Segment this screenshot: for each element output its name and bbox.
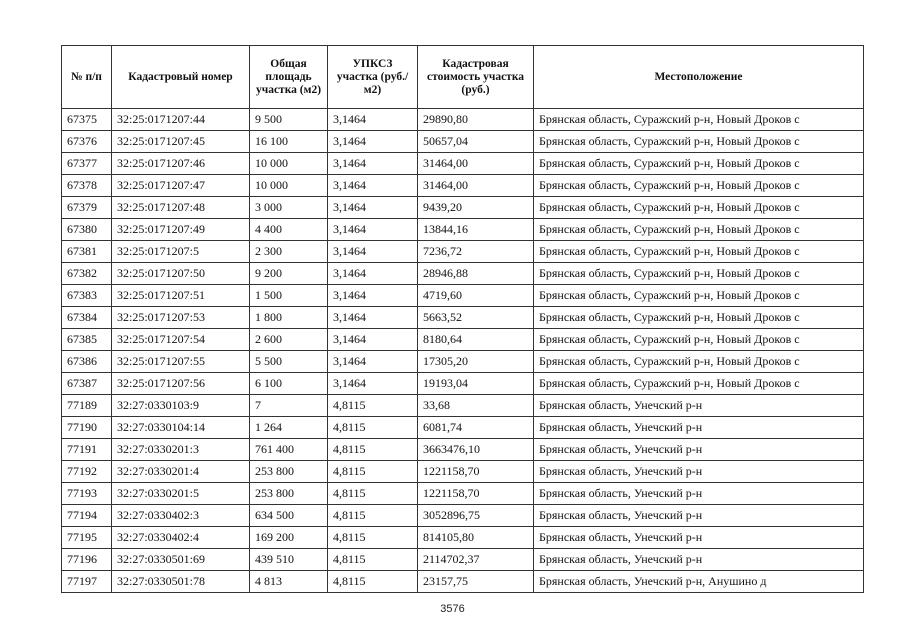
cell-upksz: 4,8115 xyxy=(328,461,418,483)
table-row xyxy=(62,131,864,153)
cell-location: Брянская область, Унечский р-н xyxy=(534,527,864,549)
cell-num: 77194 xyxy=(62,505,112,527)
cell-cadastral-value: 4719,60 xyxy=(418,285,534,307)
cell-location: Брянская область, Суражский р-н, Новый Дроков с xyxy=(534,351,864,373)
cell-num: 67387 xyxy=(62,373,112,395)
cell-area: 1 800 xyxy=(250,307,328,329)
cell-cadastral-value: 9439,20 xyxy=(418,197,534,219)
cell-cadastral-number: 32:25:0171207:5 xyxy=(112,241,250,263)
cell-upksz: 4,8115 xyxy=(328,505,418,527)
cell-cadastral-value: 3663476,10 xyxy=(418,439,534,461)
table-row xyxy=(62,351,864,373)
cell-cadastral-number: 32:25:0171207:46 xyxy=(112,153,250,175)
cell-area: 1 500 xyxy=(250,285,328,307)
cell-cadastral-value: 3052896,75 xyxy=(418,505,534,527)
cell-location: Брянская область, Суражский р-н, Новый Дроков с xyxy=(534,109,864,131)
cell-area: 9 200 xyxy=(250,263,328,285)
cell-cadastral-number: 32:25:0171207:54 xyxy=(112,329,250,351)
cell-cadastral-number: 32:25:0171207:44 xyxy=(112,109,250,131)
cell-cadastral-number: 32:27:0330104:14 xyxy=(112,417,250,439)
cell-cadastral-number: 32:25:0171207:51 xyxy=(112,285,250,307)
cell-cadastral-number: 32:27:0330201:3 xyxy=(112,439,250,461)
cell-cadastral-value: 8180,64 xyxy=(418,329,534,351)
cell-location: Брянская область, Унечский р-н xyxy=(534,417,864,439)
cell-area: 761 400 xyxy=(250,439,328,461)
table-header-row xyxy=(62,46,864,109)
cell-cadastral-value: 1221158,70 xyxy=(418,483,534,505)
table-row xyxy=(62,285,864,307)
cell-location: Брянская область, Унечский р-н xyxy=(534,395,864,417)
cell-upksz: 3,1464 xyxy=(328,241,418,263)
cell-cadastral-value: 31464,00 xyxy=(418,175,534,197)
cell-cadastral-value: 29890,80 xyxy=(418,109,534,131)
cell-num: 67383 xyxy=(62,285,112,307)
cell-cadastral-number: 32:27:0330501:69 xyxy=(112,549,250,571)
cell-cadastral-number: 32:27:0330103:9 xyxy=(112,395,250,417)
cell-cadastral-value: 5663,52 xyxy=(418,307,534,329)
cell-area: 5 500 xyxy=(250,351,328,373)
table-row xyxy=(62,153,864,175)
header-location: Местоположение xyxy=(534,46,864,109)
cell-upksz: 4,8115 xyxy=(328,571,418,593)
cell-upksz: 3,1464 xyxy=(328,219,418,241)
cell-upksz: 4,8115 xyxy=(328,439,418,461)
table-row xyxy=(62,241,864,263)
table-row xyxy=(62,197,864,219)
cell-cadastral-value: 50657,04 xyxy=(418,131,534,153)
cell-num: 77196 xyxy=(62,549,112,571)
cell-location: Брянская область, Суражский р-н, Новый Дроков с xyxy=(534,285,864,307)
cell-upksz: 4,8115 xyxy=(328,483,418,505)
cell-cadastral-number: 32:25:0171207:56 xyxy=(112,373,250,395)
cell-cadastral-number: 32:25:0171207:50 xyxy=(112,263,250,285)
cell-upksz: 3,1464 xyxy=(328,285,418,307)
header-area: Общая площадь участка (м2) xyxy=(250,46,328,109)
page-number: 3576 xyxy=(440,603,465,615)
cell-location: Брянская область, Суражский р-н, Новый Дроков с xyxy=(534,197,864,219)
cell-upksz: 4,8115 xyxy=(328,527,418,549)
header-num: № п/п xyxy=(62,46,112,109)
table-row xyxy=(62,483,864,505)
cell-cadastral-number: 32:25:0171207:48 xyxy=(112,197,250,219)
cell-num: 67378 xyxy=(62,175,112,197)
table-row xyxy=(62,439,864,461)
cell-num: 67377 xyxy=(62,153,112,175)
cell-location: Брянская область, Суражский р-н, Новый Дроков с xyxy=(534,373,864,395)
cell-cadastral-value: 31464,00 xyxy=(418,153,534,175)
cell-cadastral-value: 28946,88 xyxy=(418,263,534,285)
table-row xyxy=(62,461,864,483)
table-row xyxy=(62,417,864,439)
cell-cadastral-value: 814105,80 xyxy=(418,527,534,549)
table-row xyxy=(62,505,864,527)
cell-area: 7 xyxy=(250,395,328,417)
cell-num: 67386 xyxy=(62,351,112,373)
table-row xyxy=(62,175,864,197)
cell-upksz: 3,1464 xyxy=(328,373,418,395)
cell-num: 67375 xyxy=(62,109,112,131)
cell-upksz: 3,1464 xyxy=(328,263,418,285)
cell-area: 3 000 xyxy=(250,197,328,219)
cell-num: 67381 xyxy=(62,241,112,263)
cell-upksz: 4,8115 xyxy=(328,395,418,417)
cell-area: 16 100 xyxy=(250,131,328,153)
cell-upksz: 3,1464 xyxy=(328,329,418,351)
cell-location: Брянская область, Унечский р-н xyxy=(534,439,864,461)
cell-location: Брянская область, Унечский р-н, Анушино д xyxy=(534,571,864,593)
cell-cadastral-number: 32:25:0171207:49 xyxy=(112,219,250,241)
cell-location: Брянская область, Суражский р-н, Новый Дроков с xyxy=(534,329,864,351)
header-cadastral-value: Кадастровая стоимость участка (руб.) xyxy=(418,46,534,109)
cell-area: 253 800 xyxy=(250,461,328,483)
table-row xyxy=(62,571,864,593)
cell-upksz: 3,1464 xyxy=(328,153,418,175)
cell-num: 67379 xyxy=(62,197,112,219)
table-row xyxy=(62,109,864,131)
cell-cadastral-value: 23157,75 xyxy=(418,571,534,593)
cell-num: 67376 xyxy=(62,131,112,153)
cell-location: Брянская область, Унечский р-н xyxy=(534,483,864,505)
cell-cadastral-value: 6081,74 xyxy=(418,417,534,439)
cell-cadastral-value: 1221158,70 xyxy=(418,461,534,483)
cell-location: Брянская область, Суражский р-н, Новый Дроков с xyxy=(534,263,864,285)
cell-num: 67384 xyxy=(62,307,112,329)
cell-cadastral-number: 32:25:0171207:45 xyxy=(112,131,250,153)
table-row xyxy=(62,549,864,571)
cell-location: Брянская область, Унечский р-н xyxy=(534,549,864,571)
table-row xyxy=(62,219,864,241)
cell-cadastral-value: 33,68 xyxy=(418,395,534,417)
cell-location: Брянская область, Суражский р-н, Новый Дроков с xyxy=(534,131,864,153)
cell-location: Брянская область, Унечский р-н xyxy=(534,461,864,483)
table-row xyxy=(62,307,864,329)
cell-cadastral-number: 32:25:0171207:47 xyxy=(112,175,250,197)
cell-area: 2 600 xyxy=(250,329,328,351)
cell-area: 2 300 xyxy=(250,241,328,263)
cell-area: 6 100 xyxy=(250,373,328,395)
cell-cadastral-number: 32:25:0171207:53 xyxy=(112,307,250,329)
cell-area: 10 000 xyxy=(250,175,328,197)
cell-cadastral-value: 13844,16 xyxy=(418,219,534,241)
header-upksz: УПКСЗ участка (руб./м2) xyxy=(328,46,418,109)
cell-cadastral-value: 7236,72 xyxy=(418,241,534,263)
cell-location: Брянская область, Суражский р-н, Новый Дроков с xyxy=(534,307,864,329)
cell-cadastral-number: 32:25:0171207:55 xyxy=(112,351,250,373)
cell-cadastral-number: 32:27:0330501:78 xyxy=(112,571,250,593)
cell-location: Брянская область, Суражский р-н, Новый Дроков с xyxy=(534,241,864,263)
cell-location: Брянская область, Суражский р-н, Новый Дроков с xyxy=(534,175,864,197)
cell-upksz: 4,8115 xyxy=(328,417,418,439)
cell-cadastral-number: 32:27:0330201:4 xyxy=(112,461,250,483)
cell-num: 77192 xyxy=(62,461,112,483)
table-body xyxy=(62,109,864,593)
cell-upksz: 3,1464 xyxy=(328,307,418,329)
table-row xyxy=(62,263,864,285)
cell-num: 77195 xyxy=(62,527,112,549)
cell-num: 77197 xyxy=(62,571,112,593)
cell-location: Брянская область, Суражский р-н, Новый Дроков с xyxy=(534,153,864,175)
cadastral-value-table xyxy=(61,45,864,593)
table-row xyxy=(62,527,864,549)
cell-area: 169 200 xyxy=(250,527,328,549)
cell-cadastral-number: 32:27:0330402:3 xyxy=(112,505,250,527)
cell-num: 77191 xyxy=(62,439,112,461)
cell-area: 9 500 xyxy=(250,109,328,131)
cell-num: 67380 xyxy=(62,219,112,241)
cell-area: 4 813 xyxy=(250,571,328,593)
cell-num: 67382 xyxy=(62,263,112,285)
cell-num: 77190 xyxy=(62,417,112,439)
cell-num: 77193 xyxy=(62,483,112,505)
cell-area: 439 510 xyxy=(250,549,328,571)
cell-location: Брянская область, Суражский р-н, Новый Дроков с xyxy=(534,219,864,241)
cell-num: 67385 xyxy=(62,329,112,351)
header-cadastral-number: Кадастровый номер xyxy=(112,46,250,109)
cell-cadastral-number: 32:27:0330201:5 xyxy=(112,483,250,505)
cell-area: 1 264 xyxy=(250,417,328,439)
cell-upksz: 3,1464 xyxy=(328,109,418,131)
cell-cadastral-value: 2114702,37 xyxy=(418,549,534,571)
cell-upksz: 3,1464 xyxy=(328,131,418,153)
table-row xyxy=(62,329,864,351)
cell-upksz: 3,1464 xyxy=(328,175,418,197)
cell-area: 634 500 xyxy=(250,505,328,527)
cell-location: Брянская область, Унечский р-н xyxy=(534,505,864,527)
cell-upksz: 4,8115 xyxy=(328,549,418,571)
cell-area: 4 400 xyxy=(250,219,328,241)
cell-cadastral-value: 19193,04 xyxy=(418,373,534,395)
cell-area: 10 000 xyxy=(250,153,328,175)
table-row xyxy=(62,395,864,417)
cell-num: 77189 xyxy=(62,395,112,417)
cell-upksz: 3,1464 xyxy=(328,197,418,219)
cell-cadastral-number: 32:27:0330402:4 xyxy=(112,527,250,549)
cell-cadastral-value: 17305,20 xyxy=(418,351,534,373)
cell-area: 253 800 xyxy=(250,483,328,505)
cell-upksz: 3,1464 xyxy=(328,351,418,373)
table-row xyxy=(62,373,864,395)
